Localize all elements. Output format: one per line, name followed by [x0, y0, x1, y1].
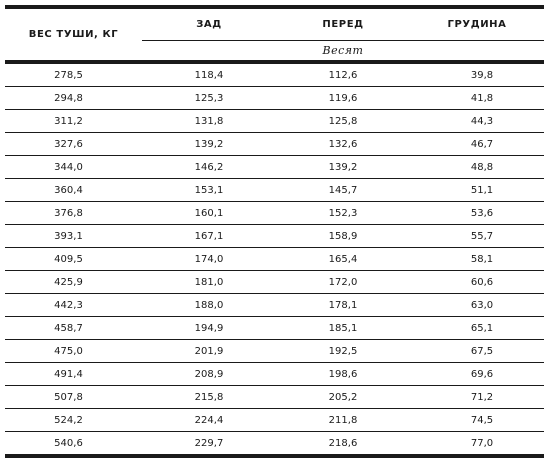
- table-cell: 360,4: [5, 179, 142, 202]
- table-row: [5, 179, 544, 202]
- table-cell: 344,0: [5, 156, 142, 179]
- table-cell: 139,2: [276, 156, 410, 179]
- table-cell: 119,6: [276, 87, 410, 110]
- table-cell: 198,6: [276, 363, 410, 386]
- table-row: [5, 202, 544, 225]
- table-cell: 224,4: [142, 409, 276, 432]
- table-cell: 194,9: [142, 317, 276, 340]
- table-cell: 409,5: [5, 248, 142, 271]
- table-body: [5, 62, 544, 456]
- header-brisket: ГРУДИНА: [410, 7, 544, 41]
- table-cell: 278,5: [5, 62, 142, 87]
- table-row: [5, 409, 544, 432]
- table-cell: 178,1: [276, 294, 410, 317]
- table-cell: 46,7: [410, 133, 544, 156]
- table-cell: 167,1: [142, 225, 276, 248]
- table-cell: 475,0: [5, 340, 142, 363]
- table-row: [5, 317, 544, 340]
- table-cell: 63,0: [410, 294, 544, 317]
- table-cell: 153,1: [142, 179, 276, 202]
- table-row: [5, 386, 544, 409]
- table-cell: 188,0: [142, 294, 276, 317]
- table-row: [5, 271, 544, 294]
- table-cell: 192,5: [276, 340, 410, 363]
- header-carcass-weight: ВЕС ТУШИ, КГ: [5, 7, 142, 62]
- table-cell: 311,2: [5, 110, 142, 133]
- table-header: [5, 7, 544, 62]
- table-cell: 160,1: [142, 202, 276, 225]
- table-cell: 118,4: [142, 62, 276, 87]
- table-row: [5, 87, 544, 110]
- table-cell: 55,7: [410, 225, 544, 248]
- table-cell: 185,1: [276, 317, 410, 340]
- table-cell: 425,9: [5, 271, 142, 294]
- table-row: [5, 340, 544, 363]
- table-row: [5, 248, 544, 271]
- table-cell: 41,8: [410, 87, 544, 110]
- table-cell: 215,8: [142, 386, 276, 409]
- table-cell: 327,6: [5, 133, 142, 156]
- table-row: [5, 110, 544, 133]
- table-cell: 211,8: [276, 409, 410, 432]
- table-cell: 74,5: [410, 409, 544, 432]
- table-cell: 125,8: [276, 110, 410, 133]
- table-cell: 174,0: [142, 248, 276, 271]
- table-row: [5, 432, 544, 457]
- table-row: [5, 156, 544, 179]
- table-cell: 165,4: [276, 248, 410, 271]
- table-cell: 60,6: [410, 271, 544, 294]
- header-hindquarter: ЗАД: [142, 7, 276, 41]
- table-cell: 540,6: [5, 432, 142, 457]
- table-cell: 458,7: [5, 317, 142, 340]
- table-cell: 77,0: [410, 432, 544, 457]
- table-cell: 51,1: [410, 179, 544, 202]
- table-cell: 67,5: [410, 340, 544, 363]
- table-cell: 58,1: [410, 248, 544, 271]
- table-cell: 393,1: [5, 225, 142, 248]
- table-cell: 229,7: [142, 432, 276, 457]
- table-cell: 152,3: [276, 202, 410, 225]
- table-row: [5, 363, 544, 386]
- table-cell: 524,2: [5, 409, 142, 432]
- table-cell: 145,7: [276, 179, 410, 202]
- table-cell: 294,8: [5, 87, 142, 110]
- table-row: [5, 62, 544, 87]
- table-cell: 181,0: [142, 271, 276, 294]
- table-cell: 132,6: [276, 133, 410, 156]
- carcass-weight-table: [5, 5, 544, 458]
- table-cell: 112,6: [276, 62, 410, 87]
- table-cell: 507,8: [5, 386, 142, 409]
- table-cell: 158,9: [276, 225, 410, 248]
- table-cell: 491,4: [5, 363, 142, 386]
- table-cell: 201,9: [142, 340, 276, 363]
- table-cell: 146,2: [142, 156, 276, 179]
- table-cell: 218,6: [276, 432, 410, 457]
- table-row: [5, 133, 544, 156]
- table-cell: 44,3: [410, 110, 544, 133]
- table-row: [5, 225, 544, 248]
- table-cell: 65,1: [410, 317, 544, 340]
- table-cell: 442,3: [5, 294, 142, 317]
- table-cell: 205,2: [276, 386, 410, 409]
- table-cell: 208,9: [142, 363, 276, 386]
- header-forequarter: ПЕРЕД: [276, 7, 410, 41]
- table-cell: 71,2: [410, 386, 544, 409]
- table-cell: 139,2: [142, 133, 276, 156]
- table-cell: 48,8: [410, 156, 544, 179]
- table-cell: 53,6: [410, 202, 544, 225]
- table-cell: 125,3: [142, 87, 276, 110]
- table-cell: 172,0: [276, 271, 410, 294]
- header-weighs-subheader: Весят: [142, 41, 544, 63]
- table-cell: 131,8: [142, 110, 276, 133]
- table-cell: 39,8: [410, 62, 544, 87]
- table-cell: 376,8: [5, 202, 142, 225]
- table-cell: 69,6: [410, 363, 544, 386]
- table-row: [5, 294, 544, 317]
